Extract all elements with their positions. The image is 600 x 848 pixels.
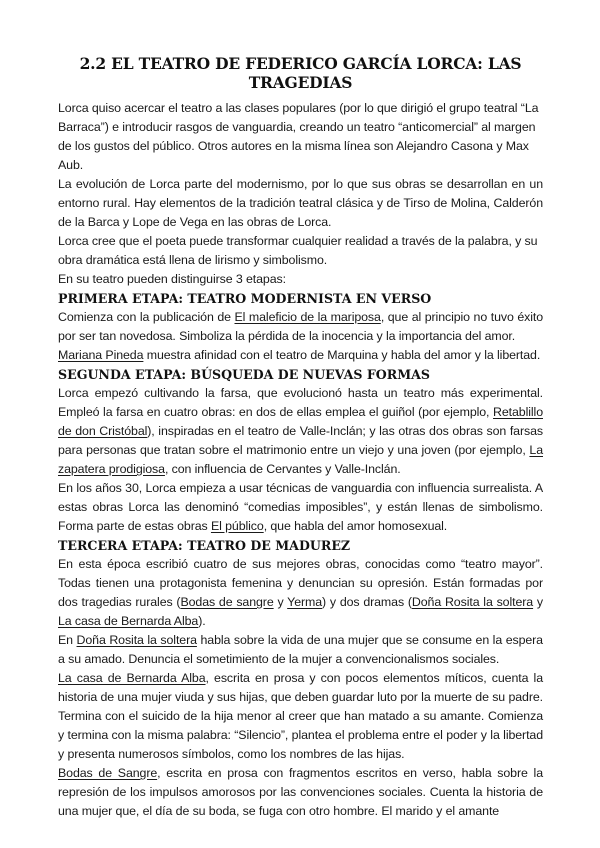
stage3-heading: TERCERA ETAPA: TEATRO DE MADUREZ [58,538,351,553]
stage3-paragraph-3: La casa de Bernarda Alba, escrita en prosa y con pocos elementos míticos, cuenta la historia de una mujer viuda y sus hijas, que deben guardar luto por la muerte de su padre. Termina con el suicido de la hija menor al creer que han matado a su amante. Comienza y termina con la misma palabra: “Silencio”, plantea el problema entre el poder y la libertad y presenta numerosos símbolos, como los nombres de las hijas. [58,671,543,761]
work-title-link: La zapatera prodigiosa [58,443,543,476]
work-title-link: El público [210,519,264,533]
work-title-link: El maleficio de la mariposa [234,310,381,324]
stage3-paragraph-1: En esta época escribió cuatro de sus mejores obras, conocidas como “teatro mayor”. Todas tienen una protagonista femenina y denuncian su opresión. Están formadas por dos tragedias rurales (Bodas de sangre y Yerma) y dos dramas (Doña Rosita la soltera y La casa de Bernarda Alba). [58,557,544,628]
work-title-link: Bodas de sangre [180,595,274,609]
stage1-heading: PRIMERA ETAPA: TEATRO MODERNISTA EN VERSO [58,291,432,306]
work-title-link: Retablillo de don Cristóbal [58,405,543,438]
work-title-link: Doña Rosita la soltera [411,595,534,609]
intro-paragraph-2: La evolución de Lorca parte del modernismo, por lo que sus obras se desarrollan en un entorno rural. Hay elementos de la tradición teatral clásica y de Tirso de Molina, Calderón de la Barca y Lope de Vega en las obras de Lorca. [58,177,543,229]
stage2-heading: SEGUNDA ETAPA: BÚSQUEDA DE NUEVAS FORMAS [58,367,431,382]
work-title-link: Bodas de Sangre [58,766,158,780]
work-title-link: Yerma [287,595,323,609]
stage2-paragraph-2: En los años 30, Lorca empieza a usar técnicas de vanguardia con influencia surrealista. A estas obras Lorca las denominó “comedias imposibles”, y están llenas de simbolismo. Forma parte de estas obras El público, que habla del amor homosexual. [58,481,543,533]
stage3-paragraph-2: En Doña Rosita la soltera habla sobre la vida de una mujer que se consume en la espera a su amado. Denuncia el sometimiento de la mujer a convencionalismos sociales. [58,633,543,666]
work-title-link: Doña Rosita la soltera [76,633,197,647]
intro-paragraph-3: Lorca cree que el poeta puede transformar cualquier realidad a través de la palabra, y su obra dramática está llena de lirismo y simbolismo. [58,234,538,267]
stage3-paragraph-4: Bodas de Sangre, escrita en prosa con fragmentos escritos en verso, habla sobre la represión de los impulsos amorosos por las convenciones sociales. Cuenta la historia de una mujer que, el día de su boda, se fuga con otro hombre. El marido y el amante [58,766,543,818]
document-body [58,54,543,821]
intro-paragraph-4: En su teatro pueden distinguirse 3 etapas: [58,272,286,286]
stage1-paragraph-2: Mariana Pineda muestra afinidad con el teatro de Marquina y habla del amor y la libertad. [58,348,541,362]
work-title-link: La casa de Bernarda Alba [58,671,206,685]
stage2-paragraph-1: Lorca empezó cultivando la farsa, que evolucionó hasta un teatro más experimental. Empleó la farsa en cuatro obras: en dos de ellas emplea el guiñol (por ejemplo, Retablillo de don Cristóbal), inspiradas en el teatro de Valle-Inclán; y las otras dos obras son farsas para personas que tratan sobre el matrimonio entre un viejo y una joven (por ejemplo, La zapatera prodigiosa, con influencia de Cervantes y Valle-Inclán. [58,386,543,476]
page-title: 2.2 EL TEATRO DE FEDERICO GARCÍA LORCA: LAS TRAGEDIAS [79,54,522,92]
stage1-paragraph-1: Comienza con la publicación de El maleficio de la mariposa, que al principio no tuvo éxito por ser tan novedosa. Simboliza la pérdida de la inocencia y la importancia del amor. [58,310,543,343]
work-title-link: La casa de Bernarda Alba [58,614,199,628]
intro-paragraph-1: Lorca quiso acercar el teatro a las clases populares (por lo que dirigió el grupo teatral “La Barraca”) e introducir rasgos de vanguardia, creando un teatro “anticomercial” al margen de los gustos del público. Otros autores en la misma línea son Alejandro Casona y Max Aub. [58,101,539,172]
work-title-link: Mariana Pineda [58,348,144,362]
